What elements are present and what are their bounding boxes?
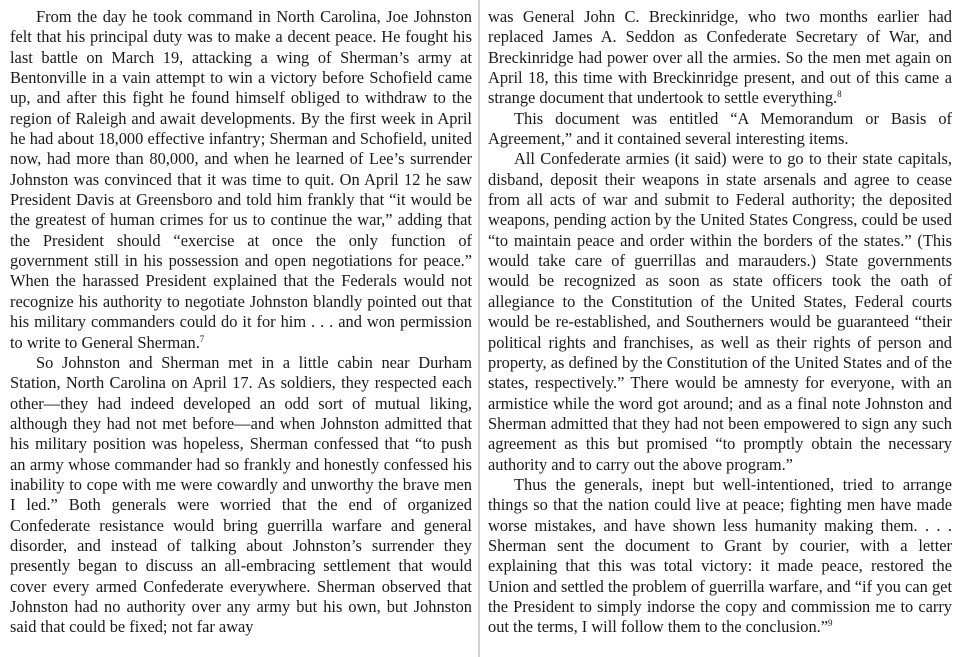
paragraph-generals-conclusion: Thus the generals, inept but well-intentioned, tried to arrange things so that the nation could live at peace; fighting men have made worse mistakes, and have shown less humanity making them. . . . Sherman sent the document to Grant by courier, with a letter explaining that this was total victory: it made peace, restored the Union and settled the problem of guerrilla warfare, and “if you can get the President to simply indorse the copy and commission me to carry out the terms, I will follow them to the conclusion.”$^9$ (488, 474, 952, 637)
footnote-marker: 8 (837, 89, 842, 100)
paragraph-memorandum-terms: All Confederate armies (it said) were to go to their state capitals, disband, deposit their weapons in state arsenals and agree to cease from all acts of war and submit to Federal authority; the deposited weapons, pending action by the United States Congress, could be used “to maintain peace and order within the borders of the states.” (This would take care of guerrillas and marauders.) State governments would be recognized as soon as state officers took the oath of allegiance to the Constitution of the United States, Federal courts would be re-established, and Southerners would be guaranteed “their political rights and franchises, as well as their rights of person and property, as defined by the Constitution of the United States and of the states, respectively.” There would be amnesty for everyone, with an armistice while the word got around; and as a final note Johnston and Sherman admitted that they had not been empowered to sign any such agreement as this but promised “to promptly obtain the necessary authority and to carry out the above program.” (488, 149, 952, 474)
paragraph-johnston-peace: From the day he took command in North Carolina, Joe Johnston felt that his principal duty was to make a decent peace. He fought his last battle on March 19, attacking a wing of Sherman’s army at Bentonville in a vain attempt to win a victory before Schofield came up, and after this fight he found himself obliged to withdraw to the region of Raleigh and await developments. By the first week in April he had about 18,000 effective infantry; Sherman and Schofield, united now, had more than 80,000, and when he learned of Lee’s surrender Johnston was convinced that it was time to quit. On April 12 he saw President Davis at Greensboro and told him frankly that “it would be the greatest of human crimes for us to continue the war,” adding that the President should “exercise at once the only function of government still in his possession and open negotiations for peace.” When the harassed President explained that the Federals would not recognize his authority to negotiate Johnston blandly pointed out that his military commanders could do it for him . . . and won permission to write to General Sherman.$^7$ (10, 7, 472, 352)
footnote-marker: 7 (199, 333, 205, 344)
paragraph-memorandum-title: This document was entitled “A Memorandum or Basis of Agreement,” and it contained several interesting items. (488, 108, 952, 149)
column-divider (478, 0, 480, 657)
left-text-column (6, 0, 476, 657)
right-text-column (484, 0, 956, 657)
footnote-marker: 9 (828, 618, 833, 629)
paragraph-breckinridge-continuation: was General John C. Breckinridge, who two months earlier had replaced James A. Seddon as Confederate Secretary of War, and Breckinridge had power over all the armies. So the men met again on April 18, this time with Breckinridge present, and out of this came a strange document that undertook to settle everything.$^8$ (488, 7, 952, 108)
paragraph-durham-meeting: So Johnston and Sherman met in a little cabin near Durham Station, North Carolina on April 17. As soldiers, they respected each other—they had indeed developed an odd sort of mutual liking, although they had not met before—and when Johnston admitted that his military position was hopeless, Sherman confessed that “to push an army whose commander had so frankly and honestly confessed his inability to cope with me were cowardly and unworthy the brave men I led.” Both generals were worried that the end of organized Confederate resistance would bring guerrilla warfare and general disorder, and instead of talking about Johnston’s surrender they presently began to discuss an all-embracing settlement that would cover every armed Confederate everywhere. Sherman observed that Johnston had no authority over any army but his own, but Johnston said that could be fixed; not far away (10, 352, 472, 637)
